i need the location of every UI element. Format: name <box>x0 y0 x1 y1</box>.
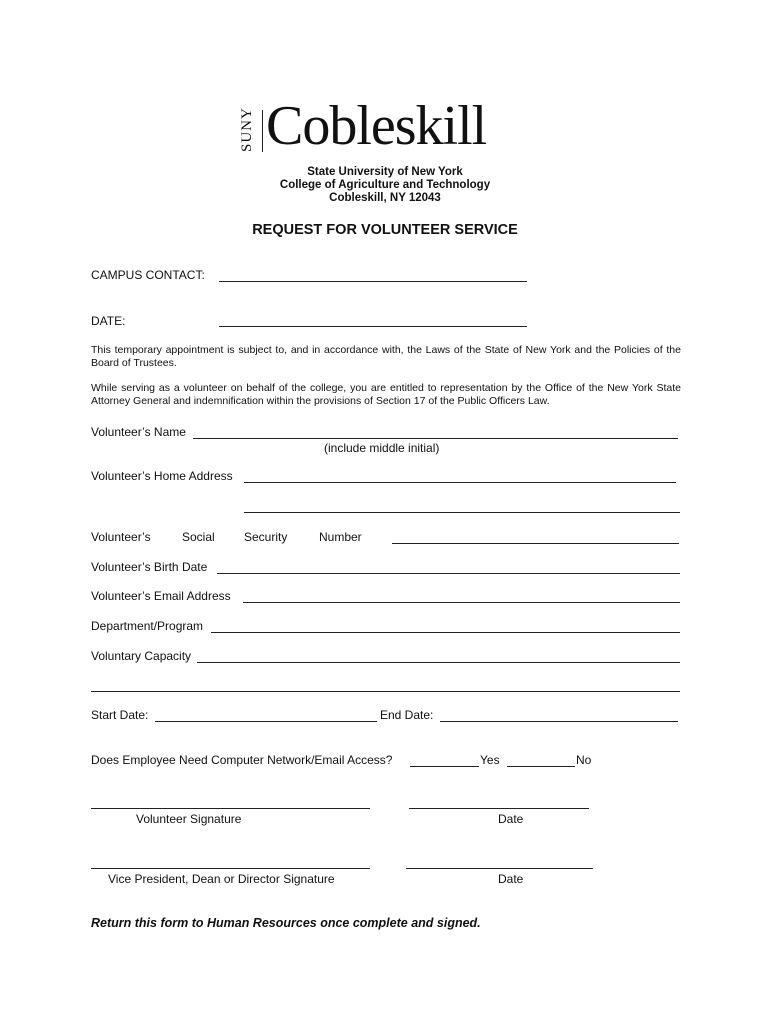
appointment-paragraph: This temporary appointment is subject to, and in accordance with, the Laws of the State of New York and the Policies of the Board of Trustees. <box>91 344 681 369</box>
return-instructions: Return this form to Human Resources once complete and signed. <box>91 916 481 930</box>
home-address-line-2[interactable] <box>244 512 680 513</box>
date-line[interactable] <box>219 326 527 327</box>
volunteer-signature-date-label: Date <box>498 812 524 826</box>
network-access-yes-label: Yes <box>480 753 500 767</box>
volunteer-name-label: Volunteer’s Name <box>91 425 186 439</box>
network-access-no-line[interactable] <box>507 766 575 767</box>
ssn-label-word-4: Number <box>319 530 362 544</box>
end-date-line[interactable] <box>440 721 678 722</box>
campus-contact-label: CAMPUS CONTACT: <box>91 268 205 282</box>
header-line-3: Cobleskill, NY 12043 <box>329 192 441 204</box>
volunteer-signature-date-line[interactable] <box>409 808 589 809</box>
end-date-label: End Date: <box>380 708 434 722</box>
volunteer-signature-line[interactable] <box>91 808 370 809</box>
ssn-label-word-2: Social <box>182 530 215 544</box>
ssn-label-word-1: Volunteer’s <box>91 530 151 544</box>
start-date-label: Start Date: <box>91 708 149 722</box>
vp-signature-label: Vice President, Dean or Director Signature <box>108 872 335 886</box>
ssn-line[interactable] <box>392 543 679 544</box>
home-address-line-1[interactable] <box>244 482 676 483</box>
vp-signature-line[interactable] <box>91 868 370 869</box>
header-line-1: State University of New York <box>307 166 463 178</box>
logo-divider <box>262 110 263 152</box>
volunteer-signature-label: Volunteer Signature <box>136 812 242 826</box>
voluntary-capacity-line-2[interactable] <box>91 691 680 692</box>
ssn-label-word-3: Security <box>244 530 288 544</box>
voluntary-capacity-label: Voluntary Capacity <box>91 649 192 663</box>
network-access-yes-line[interactable] <box>410 766 479 767</box>
start-date-line[interactable] <box>155 721 377 722</box>
home-address-label: Volunteer’s Home Address <box>91 469 233 483</box>
middle-initial-note: (include middle initial) <box>324 441 440 455</box>
birth-date-label: Volunteer’s Birth Date <box>91 560 208 574</box>
network-access-no-label: No <box>576 753 592 767</box>
network-access-question: Does Employee Need Computer Network/Email Access? <box>91 753 393 767</box>
logo-suny-text: SUNY <box>239 107 255 152</box>
form-title: REQUEST FOR VOLUNTEER SERVICE <box>252 222 518 238</box>
birth-date-line[interactable] <box>217 573 680 574</box>
voluntary-capacity-line-1[interactable] <box>197 662 680 663</box>
email-address-line[interactable] <box>243 602 680 603</box>
department-program-label: Department/Program <box>91 619 204 633</box>
volunteer-name-line[interactable] <box>193 438 678 439</box>
email-address-label: Volunteer’s Email Address <box>91 589 231 603</box>
date-label: DATE: <box>91 314 126 328</box>
header-line-2: College of Agriculture and Technology <box>279 179 491 191</box>
department-program-line[interactable] <box>211 632 680 633</box>
logo-wordmark: Cobleskill <box>266 95 487 157</box>
vp-signature-date-line[interactable] <box>406 868 593 869</box>
campus-contact-line[interactable] <box>219 281 527 282</box>
vp-signature-date-label: Date <box>498 872 524 886</box>
representation-paragraph: While serving as a volunteer on behalf of the college, you are entitled to representation by the Office of the New York State Attorney General and indemnification within the provisions of Section 17 of the Public Officers Law. <box>91 382 681 407</box>
